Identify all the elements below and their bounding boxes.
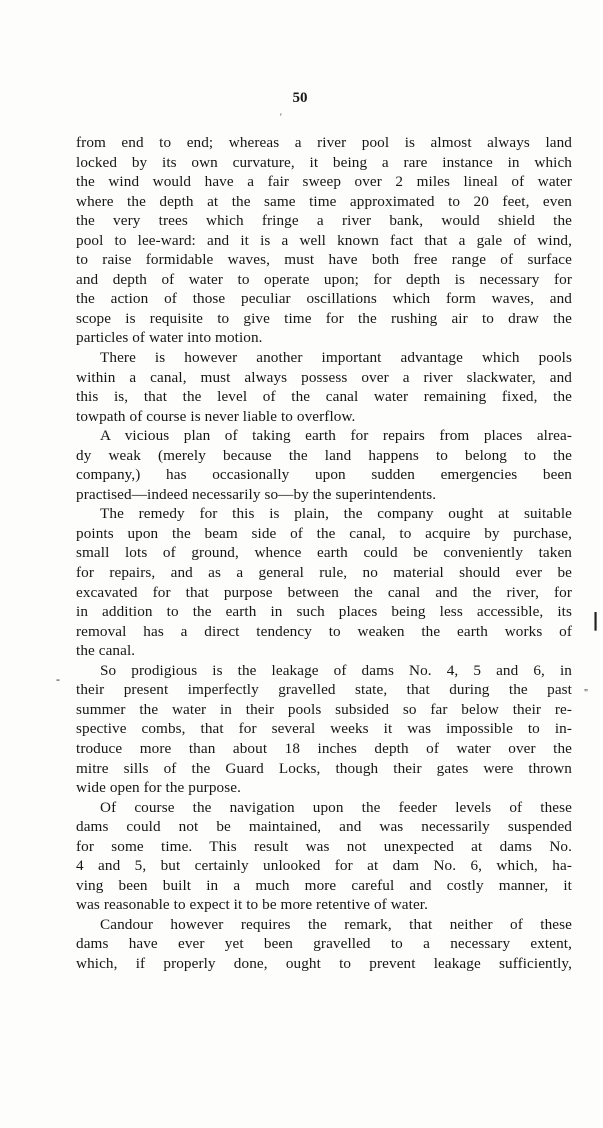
text-line: this is, that the level of the canal water remaining fixed, the [76, 388, 572, 406]
text-line: The remedy for this is plain, the company ought at suitable [100, 505, 572, 523]
text-line: spective combs, that for several weeks it was impossible to in- [76, 720, 572, 738]
text-line: wide open for the purpose. [76, 779, 241, 797]
text-line: scope is requisite to give time for the rushing air to draw the [76, 309, 572, 327]
print-speck: - [56, 672, 60, 686]
text-line: was reasonable to expect it to be more retentive of water. [76, 896, 429, 914]
text-line: their present imperfectly gravelled state, that during the past [76, 681, 572, 699]
text-line: A vicious plan of taking earth for repairs from places alrea- [100, 427, 572, 445]
text-line: to raise formidable waves, must have both free range of surface [76, 251, 572, 269]
text-line: the action of those peculiar oscillations which form waves, and [76, 290, 572, 308]
text-line: Of course the navigation upon the feeder levels of these [100, 798, 572, 816]
text-line: practised—indeed necessarily so—by the superintendents. [76, 485, 437, 503]
text-line: 4 and 5, but certainly unlooked for at dam No. 6, which, ha- [76, 857, 572, 875]
body-text [76, 133, 572, 974]
text-line: small lots of ground, whence earth could be conveniently taken [76, 544, 572, 562]
print-speck: ❘ [588, 610, 603, 630]
text-line: towpath of course is never liable to overflow. [76, 407, 356, 425]
text-line: removal has a direct tendency to weaken the earth works of [76, 622, 572, 640]
text-line: the canal. [76, 642, 136, 660]
text-line: Candour however requires the remark, that neither of these [100, 915, 572, 933]
text-line: dams have ever yet been gravelled to a necessary extent, [76, 935, 572, 953]
text-line: There is however another important advantage which pools [100, 349, 572, 367]
text-line: dams could not be maintained, and was necessarily suspended [76, 818, 572, 836]
text-line: in addition to the earth in such places being less accessible, its [76, 603, 572, 621]
text-line: points upon the beam side of the canal, to acquire by purchase, [76, 524, 572, 542]
text-line: from end to end; whereas a river pool is almost always land [76, 134, 572, 151]
text-line: where the depth at the same time approximated to 20 feet, even [76, 192, 572, 210]
text-line: troduce more than about 18 inches depth of water over the [76, 739, 572, 757]
text-line: locked by its own curvature, it being a rare instance in which [76, 153, 572, 171]
text-line: excavated for that purpose between the canal and the river, for [76, 583, 572, 601]
text-line: dy weak (merely because the land happens to belong to the [76, 446, 572, 464]
text-line: for some time. This result was not unexpected at dams No. [76, 837, 572, 855]
print-speck: " [584, 688, 589, 699]
text-line: the very trees which fringe a river bank, would shield the [76, 212, 572, 230]
text-line: which, if properly done, ought to prevent leakage sufficiently, [76, 954, 572, 972]
text-line: company,) has occasionally upon sudden emergencies been [76, 466, 572, 484]
text-line: for repairs, and as a general rule, no material should ever be [76, 564, 572, 582]
text-line: and depth of water to operate upon; for depth is necessary for [76, 270, 572, 288]
text-line: mitre sills of the Guard Locks, though their gates were thrown [76, 759, 572, 777]
page-number: 50 [292, 90, 308, 106]
text-line: So prodigious is the leakage of dams No. 4, 5 and 6, in [100, 661, 572, 679]
print-speck: ′ [280, 112, 282, 122]
text-line: pool to lee-ward: and it is a well known fact that a gale of wind, [76, 231, 572, 249]
text-line: within a canal, must always possess over a river slackwater, and [76, 368, 572, 386]
text-line: ving been built in a much more careful and costly manner, it [76, 876, 572, 894]
text-line: particles of water into motion. [76, 329, 263, 347]
text-line: the wind would have a fair sweep over 2 miles lineal of water [76, 173, 572, 191]
text-line: summer the water in their pools subsided so far below their re- [76, 700, 572, 718]
